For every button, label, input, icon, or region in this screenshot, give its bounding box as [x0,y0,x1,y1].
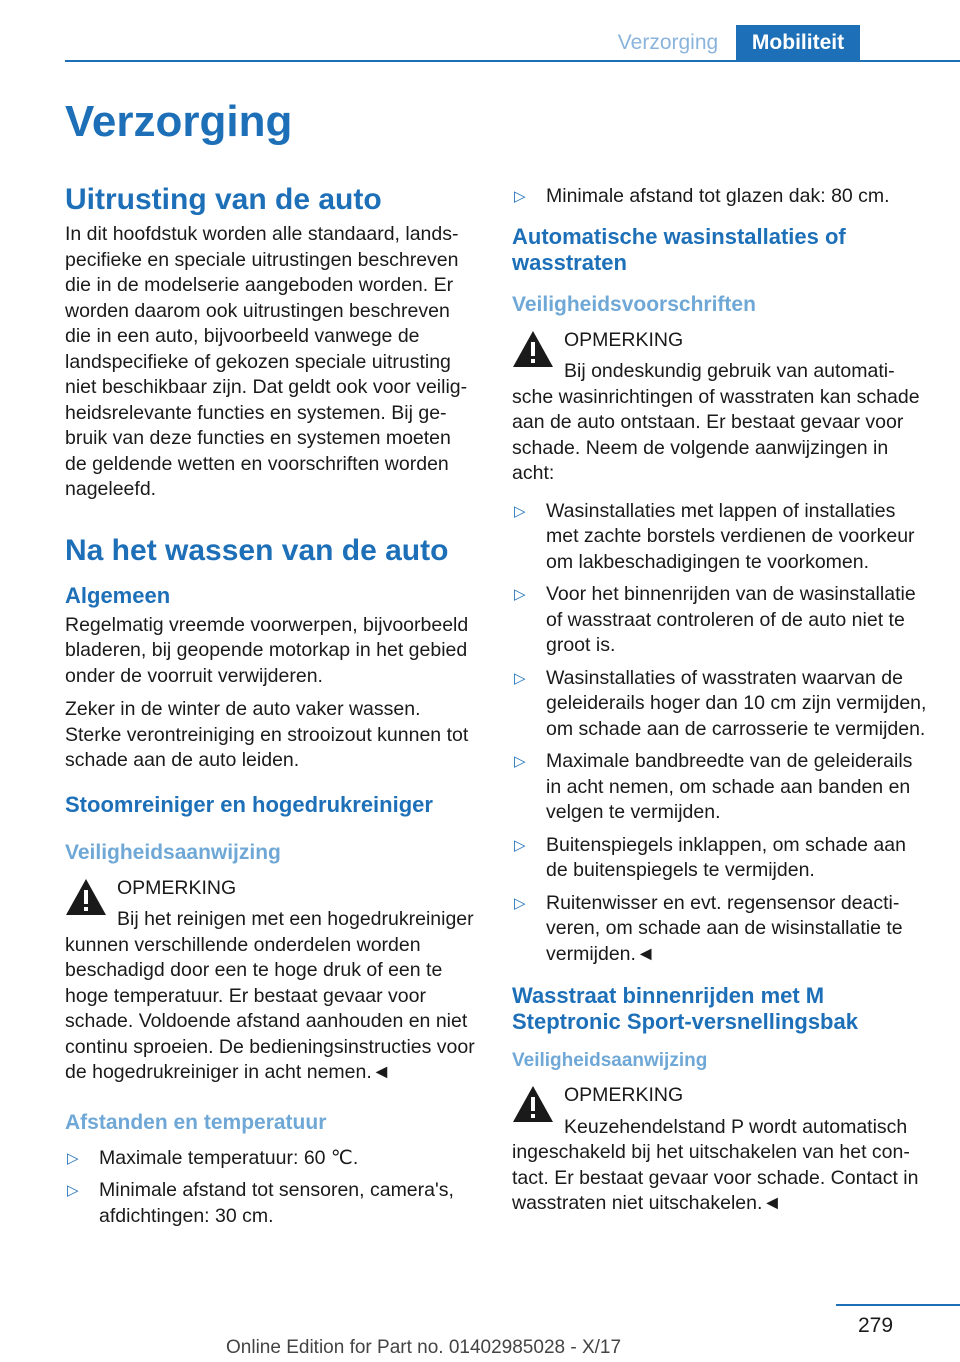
warning-triangle-icon [512,330,554,368]
bullet-triangle-icon: ▷ [67,1149,79,1167]
paragraph-uitrusting: In dit hoofdstuk worden alle standaard, landspecifieke en speciale uitrustingen beschreven die in de modelserie aangeboden worden. Er worden daarom ook uitrustingen beschreven die in een auto, bijvoorbeeld vanwege de landspecifieke of gekozen speciale uitrusting niet beschikbaar zijn. Dat geldt ook voor veiligheidsrelevante functies en systemen. Bij gebruik van deze functies en systemen moeten de geldende wetten en voorschriften worden nageleefd. [65,223,468,500]
warning-block-wasinstallaties [512,328,927,487]
left-column [65,182,477,1239]
warning-block-hogedruk [65,876,477,1086]
list-item [512,749,927,826]
bullet-triangle-icon: ▷ [514,188,526,205]
list-item-text: Ruitenwisser en evt. regensensor deactiveren, om schade aan de wisinstallatie te vermijden.◄ [546,891,903,965]
warning-text: Keuzehendelstand P wordt automatisch ingeschakeld bij het uitschakelen van het contact. Er bestaat gevaar voor schade. Contact in wasstraten niet uitschakelen.◄ [512,1115,919,1214]
bullet-triangle-icon: ▷ [514,669,526,687]
section-title-uitrusting: Uitrusting van de auto [65,183,382,216]
paragraph-algemeen-2: Zeker in de winter de auto vaker wassen. Sterke verontreiniging en strooizout kunnen tot schade aan de auto leiden. [65,698,469,771]
list-item-text: Wasinstallaties of wasstraten waarvan de geleiderails hoger dan 10 cm zijn vermijden, om schade aan de carrosserie te vermijden. [546,666,927,740]
list-item [65,1178,477,1229]
bullet-triangle-icon: ▷ [514,502,526,520]
warning-triangle-icon [65,878,107,916]
list-item [512,833,927,884]
list-item [65,1146,477,1172]
subsection-title-stoomreiniger: Stoomreiniger en hogedrukreiniger [65,791,433,817]
header-tab-verzorging[interactable]: Verzorging [617,31,719,54]
list-wasinstallaties [512,499,927,968]
warning-block-keuzehendel [512,1083,927,1217]
section-title-wassen: Na het wassen van de auto [65,533,449,567]
bullet-triangle-icon: ▷ [514,894,526,912]
paragraph-algemeen-1: Regelmatig vreemde voorwerpen, bijvoorbeeld bladeren, bij geopende motorkap in het gebied onder de voorruit verwijderen. [65,613,469,687]
list-item-text: Wasinstallaties met lappen of installaties met zachte borstels verdienen de voorkeur om lakbeschadigingen te voorkomen. [546,499,915,573]
header-divider [65,60,960,62]
subheading-veiligheidsaanwijzing: Veiligheidsaanwijzing [65,840,281,864]
bullet-triangle-icon: ▷ [514,753,526,770]
list-afstanden-cont [512,184,927,210]
list-item [512,891,927,968]
list-item-text: Maximale temperatuur: 60 ℃. [99,1146,359,1169]
right-column [512,184,927,1235]
warning-triangle-icon [512,1085,554,1123]
page-title: Verzorging [65,97,293,146]
page-number: 279 [858,1314,894,1337]
subsection-title-wasstraat-m-steptronic: Wasstraat binnenrijden met M Steptronic Sport-versnellingsbak [512,983,858,1034]
list-item-text: Voor het binnenrijden van de wasinstallatie of wasstraat controleren of de auto niet te groot is. [546,583,916,656]
list-item-text: Minimale afstand tot sensoren, camera's, afdichtingen: 30 cm. [99,1179,454,1227]
list-item [512,666,927,743]
list-item-text: Maximale bandbreedte van de geleiderails in acht nemen, om schade aan banden en velgen te vermijden. [546,750,913,823]
bullet-triangle-icon: ▷ [67,1182,79,1199]
footer-edition: Online Edition for Part no. 01402985028 - X/17 [226,1337,622,1358]
subheading-afstanden: Afstanden en temperatuur [65,1110,327,1134]
subsection-title-algemeen: Algemeen [65,582,171,608]
list-item [512,184,927,210]
warning-text: Bij het reinigen met een hogedrukreiniger kunnen verschillende onderdelen worden beschadigd door een te hoge druk of een te hoge temperatuur. Er bestaat gevaar voor schade. Voldoende afstand aanhouden en niet continu sproeien. De bedieningsinstructies voor de hogedrukreiniger in acht nemen.◄ [65,908,475,1083]
warning-label: OPMERKING [564,328,684,351]
list-item-text: Buitenspiegels inklappen, om schade aan de buitenspiegels te vermijden. [546,833,906,881]
warning-label: OPMERKING [564,1084,684,1106]
subsection-title-wasinstallaties: Automatische wasinstallaties of wasstraten [512,223,846,275]
footer-divider [836,1304,960,1306]
warning-text: Bij ondeskundig gebruik van automatische wasinrichtingen of wasstraten kan schade aan de auto ontstaan. Er bestaat gevaar voor schade. Neem de volgende aanwijzingen in acht: [512,360,920,484]
list-item [512,582,927,659]
subheading-veiligheidsvoorschriften: Veiligheidsvoorschriften [512,292,756,316]
list-item-text: Minimale afstand tot glazen dak: 80 cm. [546,185,890,207]
list-item [512,499,927,576]
header-tab-mobiliteit[interactable]: Mobiliteit [736,25,860,61]
subheading-veiligheidsaanwijzing-2: Veiligheidsaanwijzing [512,1050,708,1071]
list-afstanden [65,1146,477,1230]
bullet-triangle-icon: ▷ [514,586,526,603]
warning-label: OPMERKING [117,876,237,899]
bullet-triangle-icon: ▷ [514,836,526,854]
